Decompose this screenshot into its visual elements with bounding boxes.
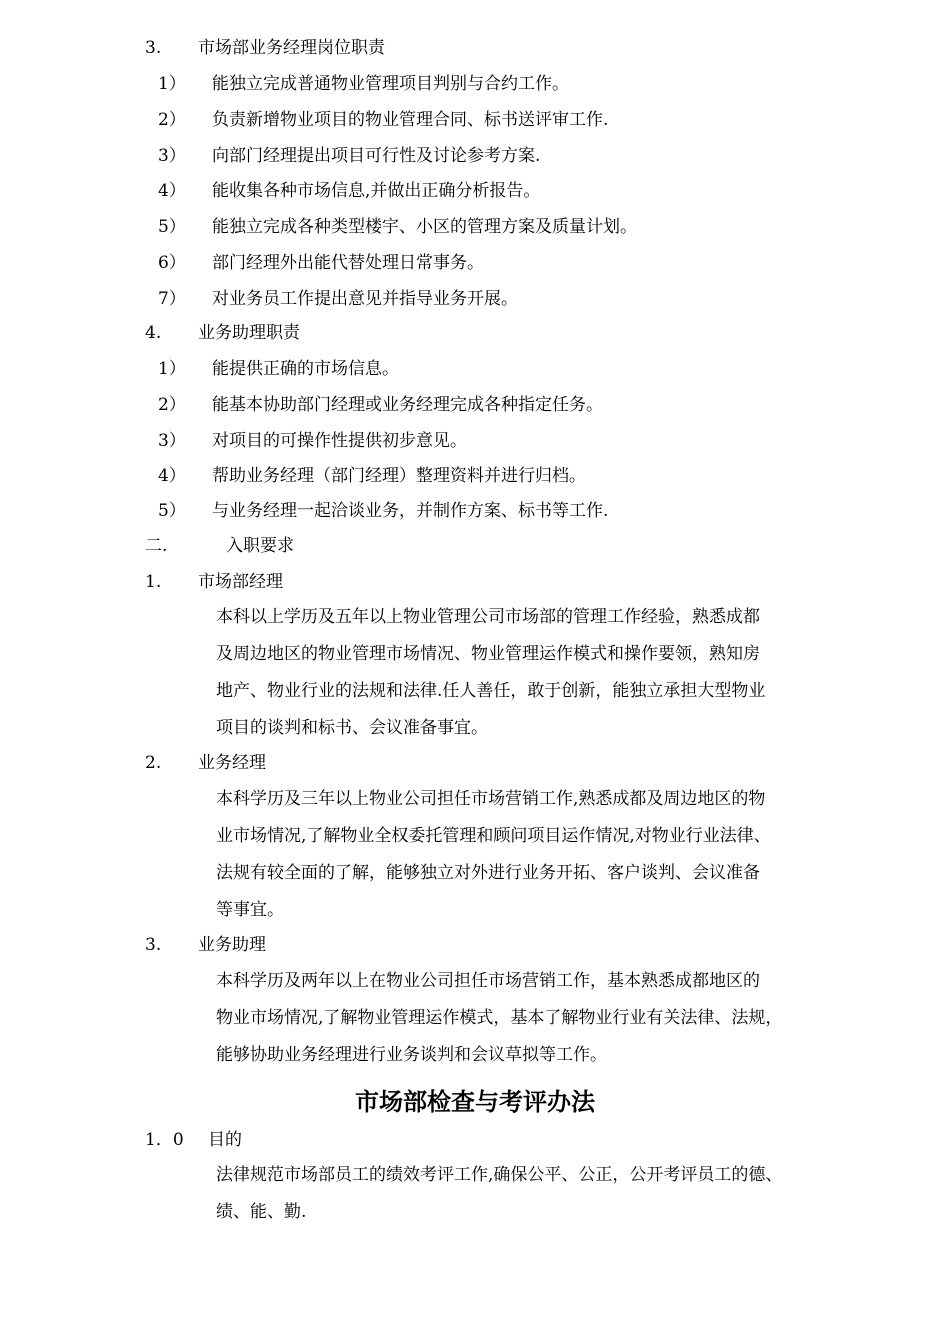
list-item: 对项目的可操作性提供初步意见。 [212, 431, 467, 451]
purpose-number: 1．0 [145, 1130, 184, 1150]
paragraph-line: 本科学历及三年以上物业公司担任市场营销工作,熟悉成都及周边地区的物 [216, 789, 766, 809]
paragraph-line: 地产、物业行业的法规和法律.任人善任，敢于创新，能独立承担大型物业 [216, 681, 766, 701]
list-item-number: 6） [158, 253, 186, 273]
role-number: 2. [145, 753, 162, 773]
list-item: 能基本协助部门经理或业务经理完成各种指定任务。 [212, 395, 603, 415]
role-number: 1. [145, 572, 162, 592]
part-2-heading: 入职要求 [226, 536, 294, 556]
purpose-heading: 目的 [208, 1130, 242, 1150]
paragraph-line: 物业市场情况,了解物业管理运作模式，基本了解物业行业有关法律、法规， [216, 1008, 783, 1028]
list-item: 帮助业务经理（部门经理）整理资料并进行归档。 [212, 466, 586, 486]
paragraph-line: 能够协助业务经理进行业务谈判和会议草拟等工作。 [216, 1045, 607, 1065]
list-item: 能独立完成各种类型楼宇、小区的管理方案及质量计划。 [212, 217, 637, 237]
list-item-number: 1） [158, 74, 186, 94]
part-2-number: 二. [145, 536, 168, 556]
paragraph-line: 本科学历及两年以上在物业公司担任市场营销工作，基本熟悉成都地区的 [216, 971, 760, 991]
list-item-number: 3） [158, 146, 186, 166]
list-item-number: 2） [158, 395, 186, 415]
list-item-number: 4） [158, 466, 186, 486]
role-number: 3. [145, 935, 162, 955]
section-4-number: 4. [145, 323, 162, 343]
paragraph-line: 法律规范市场部员工的绩效考评工作,确保公平、公正，公开考评员工的德、 [216, 1165, 783, 1185]
list-item: 部门经理外出能代替处理日常事务。 [212, 253, 484, 273]
list-item: 能独立完成普通物业管理项目判别与合约工作。 [212, 74, 569, 94]
section-3-number: 3. [145, 38, 162, 58]
list-item-number: 5） [158, 217, 186, 237]
list-item-number: 4） [158, 181, 186, 201]
list-item: 与业务经理一起洽谈业务，并制作方案、标书等工作. [212, 501, 609, 521]
list-item-number: 7） [158, 289, 186, 309]
document-title: 市场部检查与考评办法 [355, 1087, 595, 1116]
paragraph-line: 绩、能、勤. [216, 1202, 307, 1222]
paragraph-line: 等事宜。 [216, 900, 284, 920]
paragraph-line: 及周边地区的物业管理市场情况、物业管理运作模式和操作要领，熟知房 [216, 644, 760, 664]
list-item-number: 5） [158, 501, 186, 521]
section-4-heading: 业务助理职责 [198, 323, 300, 343]
paragraph-line: 本科以上学历及五年以上物业管理公司市场部的管理工作经验，熟悉成都 [216, 607, 760, 627]
role-title: 业务经理 [198, 753, 266, 773]
list-item-number: 1） [158, 359, 186, 379]
list-item: 对业务员工作提出意见并指导业务开展。 [212, 289, 518, 309]
list-item-number: 2） [158, 110, 186, 130]
role-title: 市场部经理 [198, 572, 283, 592]
list-item: 负责新增物业项目的物业管理合同、标书送评审工作. [212, 110, 609, 130]
list-item-number: 3） [158, 431, 186, 451]
role-title: 业务助理 [198, 935, 266, 955]
list-item: 能收集各种市场信息,并做出正确分析报告。 [212, 181, 541, 201]
paragraph-line: 法规有较全面的了解，能够独立对外进行业务开拓、客户谈判、会议准备 [216, 863, 760, 883]
paragraph-line: 业市场情况,了解物业全权委托管理和顾问项目运作情况,对物业行业法律、 [216, 826, 771, 846]
list-item: 向部门经理提出项目可行性及讨论参考方案. [212, 146, 541, 166]
paragraph-line: 项目的谈判和标书、会议准备事宜。 [216, 718, 488, 738]
section-3-heading: 市场部业务经理岗位职责 [198, 38, 385, 58]
list-item: 能提供正确的市场信息。 [212, 359, 399, 379]
